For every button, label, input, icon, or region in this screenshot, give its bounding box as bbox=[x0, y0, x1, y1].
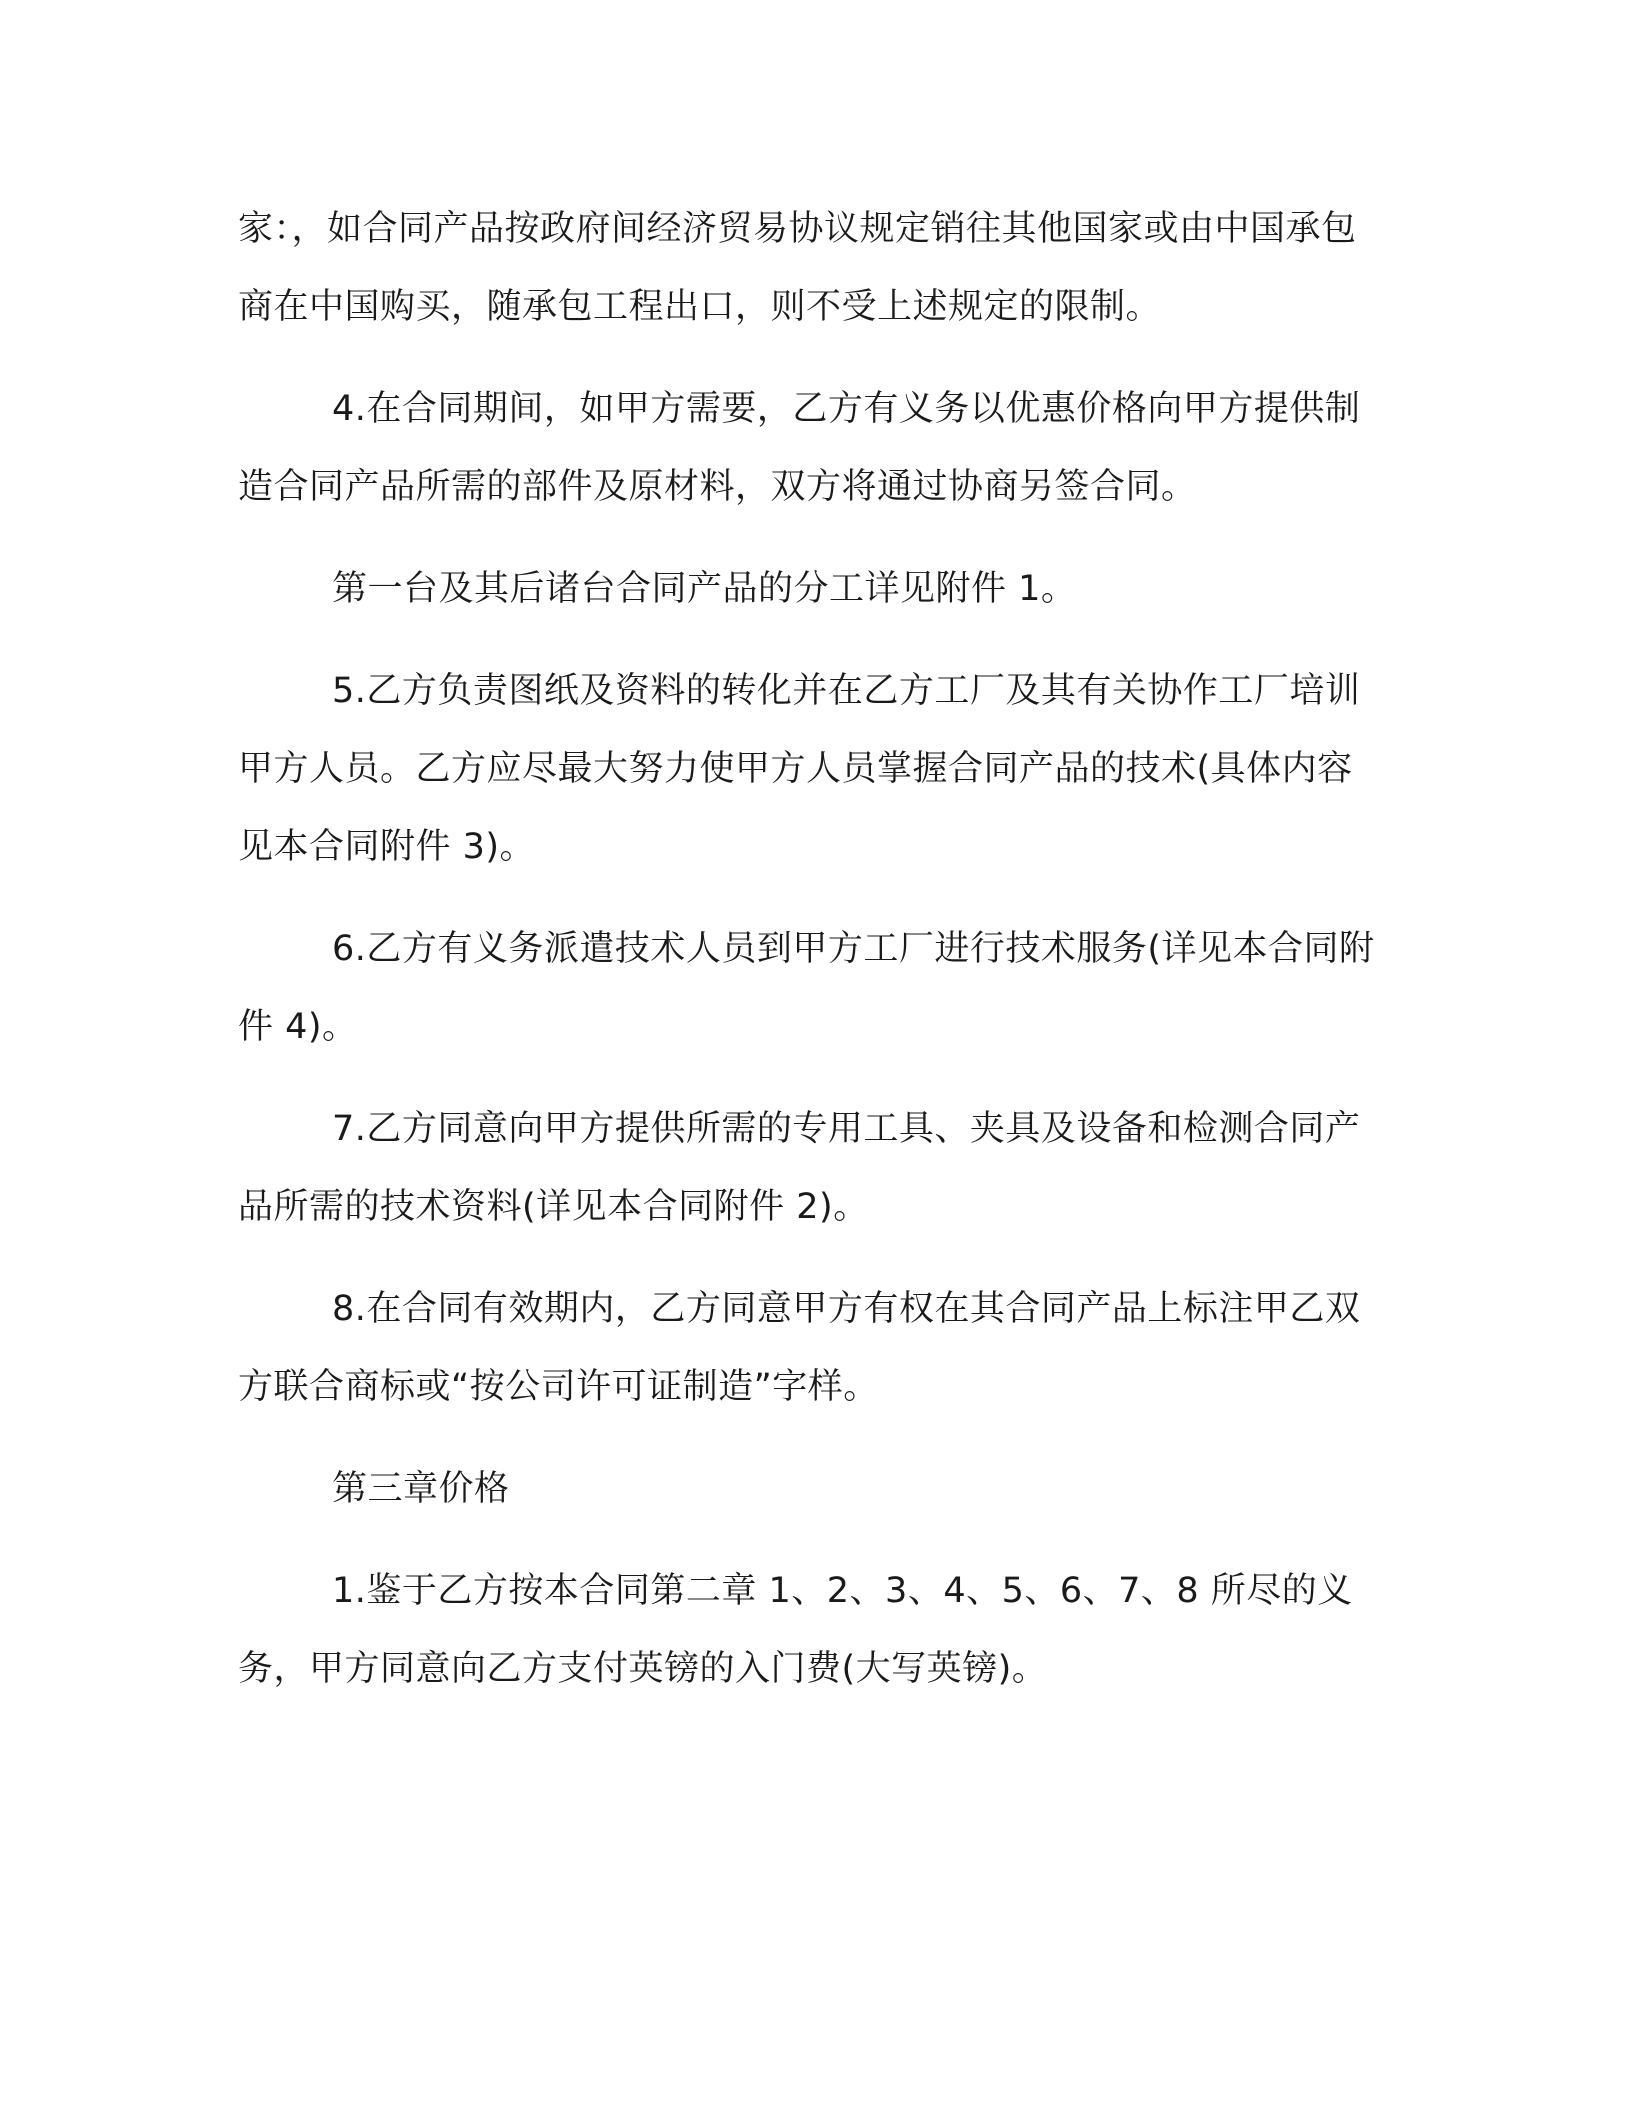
paragraph-price-clause-1: 1.鉴于乙方按本合同第二章 1、2、3、4、5、6、7、8 所尽的义务，甲方同意向乙方支付英镑的入门费(大写英镑)。 bbox=[238, 1571, 1353, 1689]
paragraph-clause-8: 8.在合同有效期内，乙方同意甲方有权在其合同产品上标注甲乙双方联合商标或“按公司许可证制造”字样。 bbox=[238, 1289, 1361, 1407]
paragraph-clause-5: 5.乙方负责图纸及资料的转化并在乙方工厂及其有关协作工厂培训甲方人员。乙方应尽最大努力使甲方人员掌握合同产品的技术(具体内容见本合同附件 3)。 bbox=[238, 671, 1361, 867]
paragraph-export-exception: 家：，如合同产品按政府间经济贸易协议规定销往其他国家或由中国承包商在中国购买，随承包工程出口，则不受上述规定的限制。 bbox=[238, 209, 1357, 327]
paragraph-division-of-work: 第一台及其后诸台合同产品的分工详见附件 1。 bbox=[332, 569, 1077, 609]
chapter-heading-price: 第三章价格 bbox=[332, 1469, 510, 1509]
paragraph-clause-7: 7.乙方同意向甲方提供所需的专用工具、夹具及设备和检测合同产品所需的技术资料(详见本合同附件 2)。 bbox=[238, 1109, 1361, 1227]
document-body bbox=[238, 190, 1388, 1708]
paragraph-clause-6: 6.乙方有义务派遣技术人员到甲方工厂进行技术服务(详见本合同附件 4)。 bbox=[238, 929, 1375, 1047]
paragraph-clause-4: 4.在合同期间，如甲方需要，乙方有义务以优惠价格向甲方提供制造合同产品所需的部件及原材料，双方将通过协商另签合同。 bbox=[238, 389, 1361, 507]
